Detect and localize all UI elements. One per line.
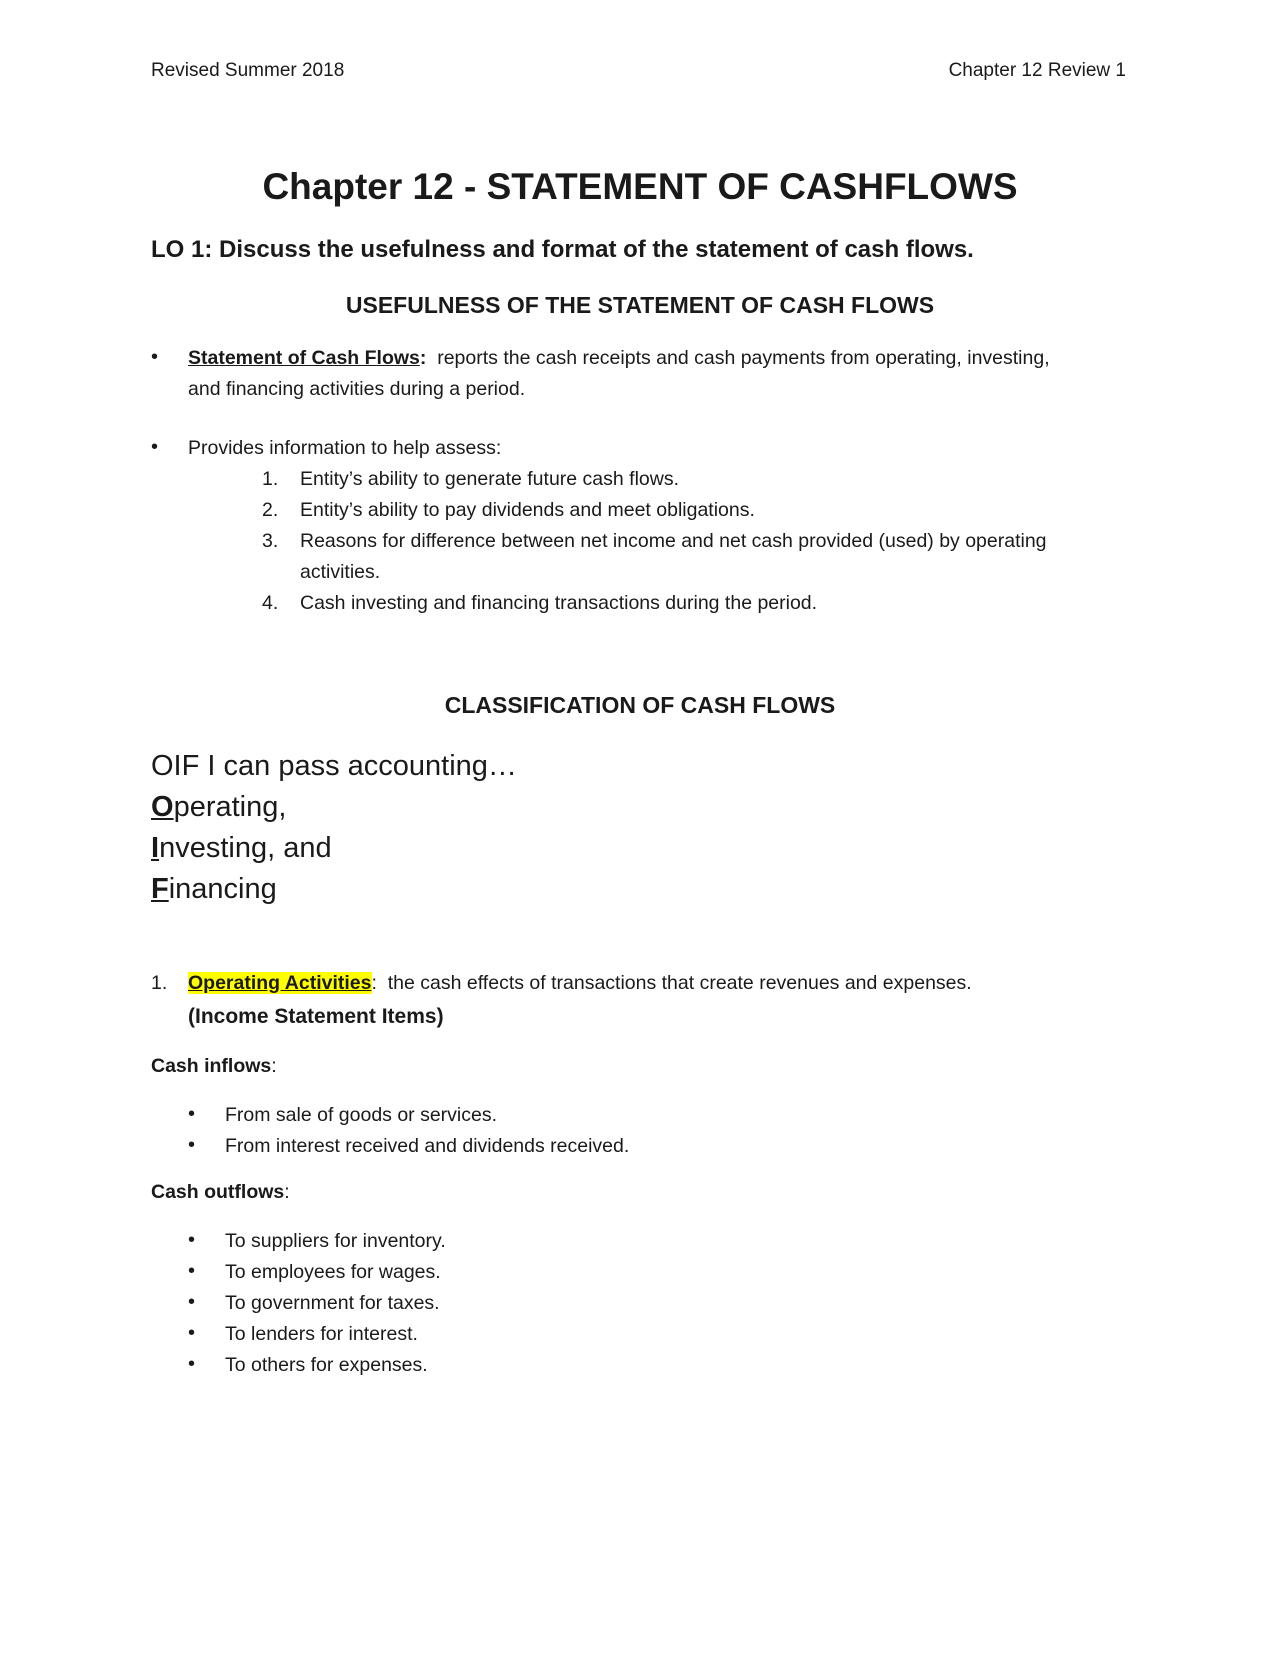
outflow-item: To suppliers for inventory. [225,1230,446,1252]
bullet-icon: • [188,1322,196,1344]
operating-description: the cash effects of transactions that create revenues and expenses. [387,972,972,994]
inflow-item: From interest received and dividends received. [225,1135,630,1157]
assess-item-number: 1. [262,468,279,490]
header-left: Revised Summer 2018 [151,60,345,81]
definition-colon: : [419,347,427,369]
definition-text-line1: reports the cash receipts and cash payments from operating, investing, [437,347,1050,369]
outflow-item: To government for taxes. [225,1292,440,1314]
mnemonic-letter-o: O [151,791,174,823]
mnemonic-financing-rest: inancing [168,873,277,905]
usefulness-heading: USEFULNESS OF THE STATEMENT OF CASH FLOWS [345,292,935,318]
page-title: Chapter 12 - STATEMENT OF CASHFLOWS [262,166,1018,207]
assess-item: Entity’s ability to pay dividends and meet obligations. [300,499,755,521]
operating-colon: : [371,972,377,994]
operating-number: 1. [151,972,168,994]
mnemonic-operating-rest: perating, [173,791,287,823]
bullet-icon: • [188,1134,196,1156]
assess-item: Reasons for difference between net income and net cash provided (used) by operating [300,530,1047,552]
assess-item-number: 4. [262,592,279,614]
mnemonic-investing [151,832,332,865]
bullet-icon: • [188,1353,196,1375]
operating-term: Operating Activities [188,972,372,994]
bullet-icon: • [188,1229,196,1251]
cash-inflows-label: Cash inflows: [151,1055,277,1077]
mnemonic-operating [151,791,286,824]
cash-outflows-label: Cash outflows: [151,1181,290,1203]
mnemonic-investing-rest: nvesting, and [159,832,332,864]
provides-text: Provides information to help assess: [188,437,502,459]
assess-item: Cash investing and financing transactions during the period. [300,592,818,614]
learning-objective: LO 1: Discuss the usefulness and format of the statement of cash flows. [151,236,974,263]
bullet-icon: • [151,436,159,458]
cash-outflows-label-text: Cash outflows [151,1181,285,1203]
assess-item-continuation: activities. [300,561,381,583]
assess-item-number: 3. [262,530,279,552]
bullet-icon: • [188,1291,196,1313]
bullet-icon: • [188,1260,196,1282]
header-right: Chapter 12 Review 1 [948,60,1126,81]
outflow-item: To lenders for interest. [225,1323,418,1345]
mnemonic-letter-f: F [151,873,169,905]
definition-text-line2: and financing activities during a period. [188,378,526,400]
outflow-item: To employees for wages. [225,1261,441,1283]
mnemonic-line: OIF I can pass accounting… [151,750,517,782]
mnemonic-letter-i: I [151,832,160,864]
operating-definition [188,968,1148,999]
assess-item: Entity’s ability to generate future cash flows. [300,468,680,490]
cash-inflows-label-text: Cash inflows [151,1055,272,1077]
assess-item-number: 2. [262,499,279,521]
bullet-icon: • [151,346,159,368]
mnemonic-financing [151,873,277,906]
bullet-icon: • [188,1103,196,1125]
outflow-item: To others for expenses. [225,1354,428,1376]
definition-term: Statement of Cash Flows [188,347,420,369]
definition-paragraph [188,343,1148,405]
classification-heading: CLASSIFICATION OF CASH FLOWS [444,692,836,718]
operating-note: (Income Statement Items) [188,1005,444,1028]
inflow-item: From sale of goods or services. [225,1104,498,1126]
